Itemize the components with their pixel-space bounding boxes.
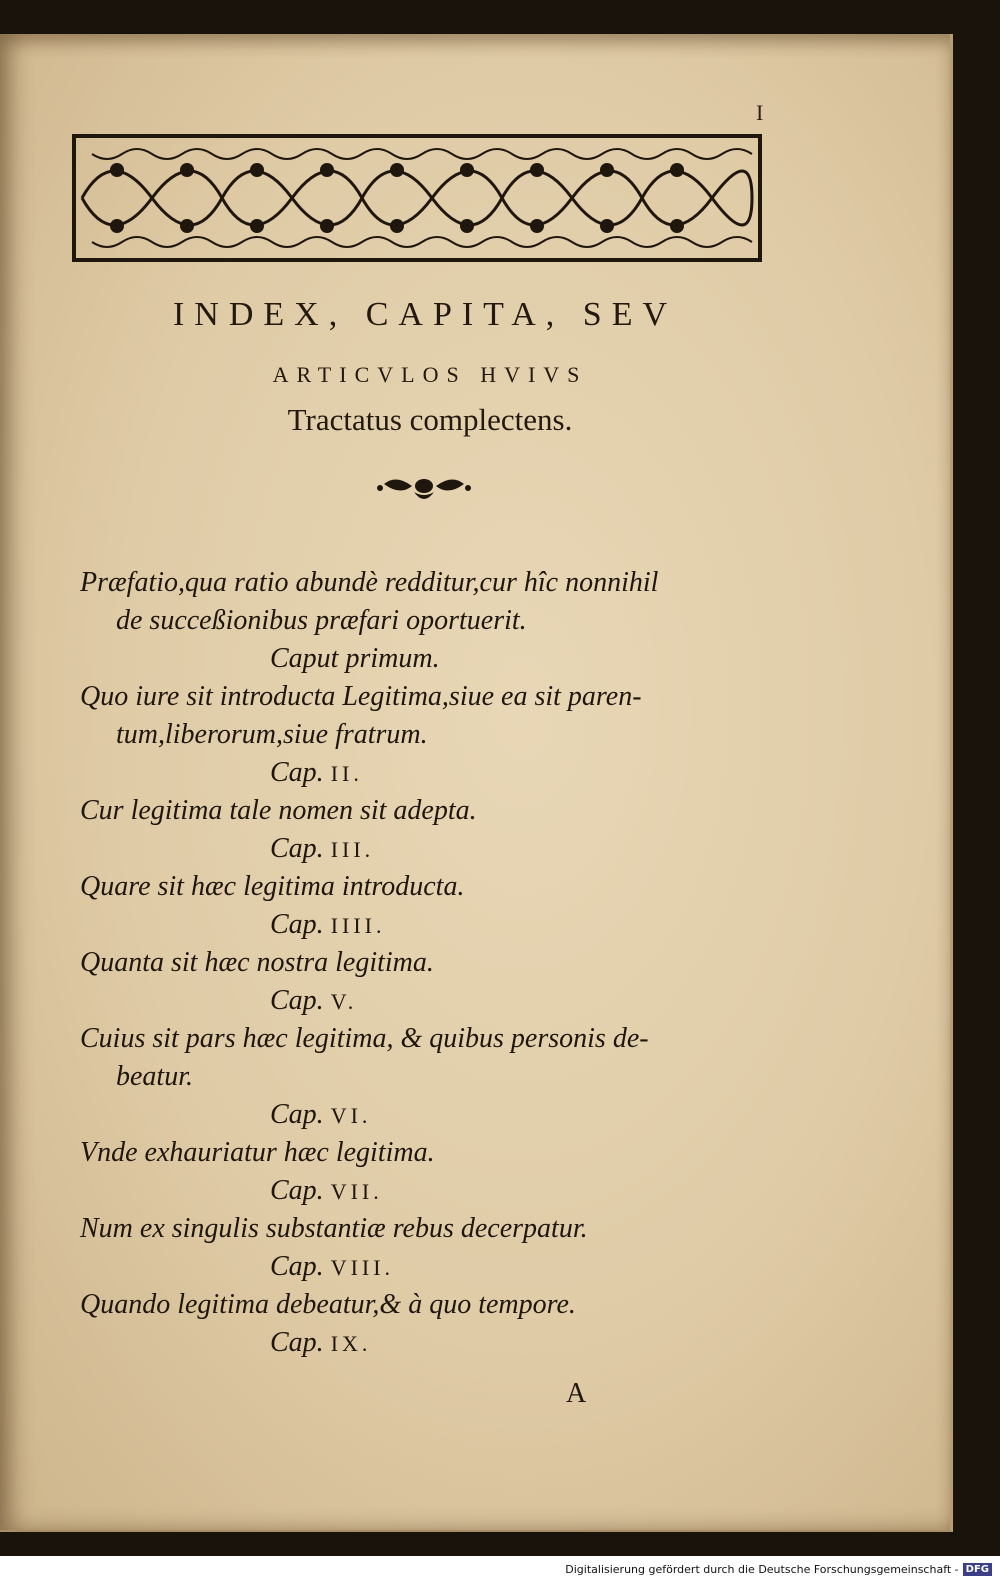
chapter-abbrev: Cap.	[270, 985, 324, 1016]
chapter-label	[80, 1324, 780, 1362]
chapter-label	[80, 906, 780, 944]
index-subtitle-tail: Tractatus complectens.	[287, 402, 573, 437]
chapter-number: V.	[330, 989, 358, 1014]
chapter-label	[80, 754, 780, 792]
chapter-abbrev: Cap.	[270, 1099, 324, 1130]
list-item: Quando legitima debeatur,& à quo tempore.	[80, 1289, 576, 1320]
list-item: Cur legitima tale nomen sit adepta.	[80, 795, 477, 826]
list-item: beatur.	[116, 1061, 193, 1092]
index-subtitle: ARTICVLOS HVIVS	[272, 362, 588, 387]
chapter-label	[80, 1172, 780, 1210]
list-item: Vnde exhauriatur hæc legitima.	[80, 1137, 435, 1168]
digitization-credit	[0, 1556, 1000, 1582]
chapter-number: VIII.	[330, 1255, 395, 1280]
list-item: Quo iure sit introducta Legitima,siue ea sit paren-	[80, 681, 642, 712]
list-item: tum,liberorum,siue fratrum.	[116, 719, 428, 750]
list-item: Quanta sit hæc nostra legitima.	[80, 947, 434, 978]
chapter-number: III.	[330, 837, 375, 862]
chapter-number: IX.	[330, 1331, 372, 1356]
chapter-abbrev: Cap.	[270, 909, 324, 940]
index-title: INDEX, CAPITA, SEV	[172, 296, 678, 333]
decorative-headpiece	[72, 134, 762, 262]
credit-text: Digitalisierung gefördert durch die Deutsche Forschungsgemeinschaft -	[565, 1562, 959, 1576]
chapter-label	[80, 1096, 780, 1134]
list-item: de succeßionibus præfari oportuerit.	[116, 605, 527, 636]
chapter-number: VI.	[330, 1103, 372, 1128]
list-item: Cuius sit pars hæc legitima, & quibus personis de-	[80, 1023, 649, 1054]
chapter-label: Caput primum.	[270, 643, 440, 674]
chapter-abbrev: Cap.	[270, 1327, 324, 1358]
list-item: Quare sit hæc legitima introducta.	[80, 871, 465, 902]
chapter-label	[80, 1248, 780, 1286]
list-item: Num ex singulis substantiæ rebus decerpatur.	[80, 1213, 588, 1244]
chapter-number: VII.	[330, 1179, 383, 1204]
chapter-abbrev: Cap.	[270, 1251, 324, 1282]
chapter-label	[80, 982, 780, 1020]
chapter-index-list	[80, 564, 780, 1362]
chapter-abbrev: Cap.	[270, 1175, 324, 1206]
list-item: Præfatio,qua ratio abundè redditur,cur hîc nonnihil	[80, 567, 659, 598]
chapter-number: II.	[330, 761, 363, 786]
chapter-abbrev: Cap.	[270, 833, 324, 864]
book-page	[0, 34, 953, 1532]
page-number: I	[756, 100, 764, 125]
dfg-logo: DFG	[963, 1563, 992, 1576]
chapter-number: IIII.	[330, 913, 386, 938]
chapter-abbrev: Cap.	[270, 757, 324, 788]
signature-mark: A	[566, 1378, 587, 1409]
fleuron-ornament	[376, 470, 472, 506]
chapter-label	[80, 830, 780, 868]
